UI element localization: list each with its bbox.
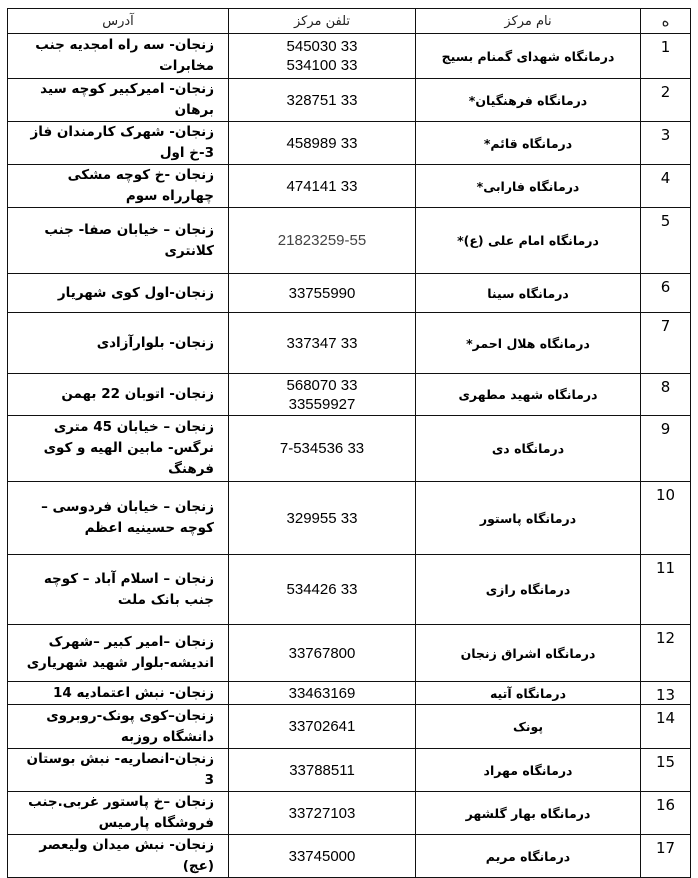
table-row <box>8 482 691 555</box>
center-phone <box>229 374 416 416</box>
center-name: درمانگاه قائم* <box>416 122 641 165</box>
table-header-row <box>8 9 691 34</box>
phone-number: 33 474141 <box>286 177 358 195</box>
table-row <box>8 835 691 878</box>
row-number: 8 <box>641 374 691 416</box>
center-address: زنجان – خیابان 45 متری نرگس- مابین الهیه و کوی فرهنگ <box>8 416 229 482</box>
center-name: درمانگاه هلال احمر* <box>416 313 641 374</box>
center-name: درمانگاه پاستور <box>416 482 641 555</box>
table-row <box>8 208 691 274</box>
phone-number: 21823259-55 <box>277 232 367 249</box>
table-row <box>8 313 691 374</box>
center-phone <box>229 749 416 792</box>
center-address: زنجان-اول کوی شهریار <box>8 274 229 313</box>
center-address: زنجان- اتوبان 22 بهمن <box>8 374 229 416</box>
center-phone <box>229 274 416 313</box>
row-number: 11 <box>641 555 691 625</box>
row-number: 10 <box>641 482 691 555</box>
center-address: زنجان- شهرک کارمندان فاز 3-خ اول <box>8 122 229 165</box>
row-number: 4 <box>641 165 691 208</box>
table-row <box>8 165 691 208</box>
center-address: زنجان – اسلام آباد – کوچه جنب بانک ملت <box>8 555 229 625</box>
phone-number: 33 568070 <box>286 376 358 394</box>
center-phone <box>229 79 416 122</box>
table-row <box>8 625 691 682</box>
center-address: زنجان-انصاریه- نبش بوستان 3 <box>8 749 229 792</box>
row-number: 17 <box>641 835 691 878</box>
center-phone <box>229 416 416 482</box>
row-number: 9 <box>641 416 691 482</box>
center-phone <box>229 482 416 555</box>
header-number: ه <box>641 9 691 34</box>
table-row <box>8 274 691 313</box>
phone-number: 33727103 <box>288 804 356 822</box>
clinic-table-body <box>8 34 691 878</box>
table-row <box>8 374 691 416</box>
phone-number: 33702641 <box>288 718 356 735</box>
phone-number: 33 458989 <box>286 134 358 152</box>
phone-number: 33745000 <box>288 847 356 865</box>
center-address: زنجان- سه راه امجدیه جنب مخابرات <box>8 34 229 79</box>
table-row <box>8 682 691 705</box>
table-row <box>8 749 691 792</box>
table-row <box>8 79 691 122</box>
center-phone <box>229 165 416 208</box>
center-name: درمانگاه مریم <box>416 835 641 878</box>
phone-number: 33559927 <box>288 395 356 413</box>
row-number: 16 <box>641 792 691 835</box>
row-number: 2 <box>641 79 691 122</box>
phone-number: 33 328751 <box>286 91 358 109</box>
table-row <box>8 792 691 835</box>
center-address: زنجان –امیر کبیر –شهرک اندیشه-بلوار شهید شهریاری <box>8 625 229 682</box>
center-address: زنجان- نبش اعتمادیه 14 <box>8 682 229 705</box>
center-address: زنجان- نبش میدان ولیعصر (عج) <box>8 835 229 878</box>
center-name: درمانگاه بهار گلشهر <box>416 792 641 835</box>
center-name: درمانگاه امام علی (ع)* <box>416 208 641 274</box>
center-name: درمانگاه آتیه <box>416 682 641 705</box>
row-number: 12 <box>641 625 691 682</box>
phone-number: 33 534100 <box>286 57 358 74</box>
center-phone <box>229 208 416 274</box>
row-number: 1 <box>641 34 691 79</box>
row-number: 13 <box>641 682 691 705</box>
center-phone <box>229 835 416 878</box>
phone-number: 33 545030 <box>286 38 358 55</box>
phone-number: 33 7-534536 <box>279 440 365 457</box>
center-phone <box>229 705 416 749</box>
phone-number: 33 337347 <box>286 334 358 352</box>
center-name: درمانگاه رازی <box>416 555 641 625</box>
center-phone <box>229 682 416 705</box>
center-address: زنجان -خ کوچه مشکی چهارراه سوم <box>8 165 229 208</box>
center-address: زنجان–کوی پونک-روبروی دانشگاه روزبه <box>8 705 229 749</box>
center-name: درمانگاه شهید مطهری <box>416 374 641 416</box>
row-number: 3 <box>641 122 691 165</box>
row-number: 15 <box>641 749 691 792</box>
row-number: 5 <box>641 208 691 274</box>
phone-number: 33463169 <box>288 684 356 702</box>
center-phone <box>229 792 416 835</box>
center-name: پونک <box>416 705 641 749</box>
header-address: آدرس <box>8 9 229 34</box>
row-number: 7 <box>641 313 691 374</box>
header-center-phone: تلفن مرکز <box>229 9 416 34</box>
clinic-directory-sheet <box>7 8 691 874</box>
center-address: زنجان- امیرکبیر کوچه سید برهان <box>8 79 229 122</box>
phone-number: 33767800 <box>288 644 356 662</box>
center-address: زنجان –خ پاستور غربی.جنب فروشگاه پارمیس <box>8 792 229 835</box>
center-address: زنجان – خیابان صفا- جنب کلانتری <box>8 208 229 274</box>
phone-number: 33788511 <box>289 761 355 779</box>
phone-number: 33 534426 <box>286 581 358 598</box>
center-name: درمانگاه اشراق زنجان <box>416 625 641 682</box>
table-row <box>8 416 691 482</box>
table-row <box>8 705 691 749</box>
center-name: درمانگاه دی <box>416 416 641 482</box>
center-address: زنجان- بلوارآزادی <box>8 313 229 374</box>
center-name: درمانگاه فرهنگیان* <box>416 79 641 122</box>
phone-number: 33 329955 <box>286 509 358 527</box>
row-number: 6 <box>641 274 691 313</box>
center-address: زنجان – خیابان فردوسی –کوچه حسینیه اعظم <box>8 482 229 555</box>
table-row <box>8 555 691 625</box>
center-name: درمانگاه مهراد <box>416 749 641 792</box>
center-name: درمانگاه سینا <box>416 274 641 313</box>
center-name: درمانگاه شهدای گمنام بسیج <box>416 34 641 79</box>
center-phone <box>229 122 416 165</box>
row-number: 14 <box>641 705 691 749</box>
clinic-table <box>7 8 691 878</box>
center-phone <box>229 313 416 374</box>
center-phone <box>229 625 416 682</box>
center-phone <box>229 34 416 79</box>
center-phone <box>229 555 416 625</box>
table-row <box>8 34 691 79</box>
header-center-name: نام مرکز <box>416 9 641 34</box>
center-name: درمانگاه فارابی* <box>416 165 641 208</box>
table-row <box>8 122 691 165</box>
phone-number: 33755990 <box>288 284 356 302</box>
